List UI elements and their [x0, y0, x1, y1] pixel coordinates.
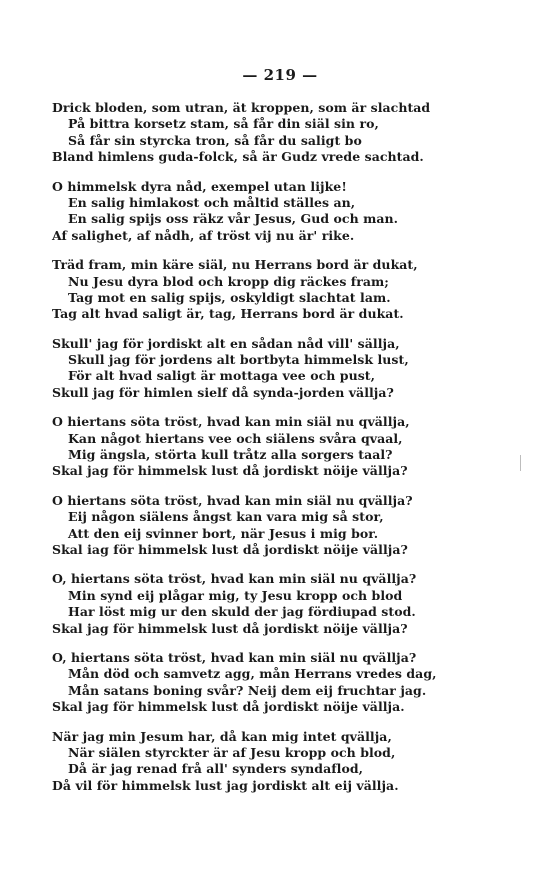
- poem-line: Tag alt hvad saligt är, tag, Herrans bord är dukat.: [52, 306, 404, 322]
- stanza-3: [52, 257, 492, 323]
- poem-line: Skull' jag för jordiskt alt en sådan nåd vill' sällja,: [52, 335, 400, 351]
- poem-line: Bland himlens guda-folck, så är Gudz vrede sachtad.: [52, 149, 424, 165]
- poem-line: Då är jag renad frå all' synders syndaflod,: [68, 761, 364, 777]
- poem-line: Skull jag för himlen sielf då synda-jorden vällja?: [52, 384, 394, 400]
- poem-line: Då vil för himmelsk lust jag jordiskt alt eij vällja.: [52, 777, 399, 793]
- stanza-8: [52, 650, 492, 716]
- poem-line: Så får sin styrcka tron, så får du saligt bo: [68, 132, 362, 148]
- poem-line: Mån död och samvetz agg, mån Herrans vredes dag,: [68, 666, 437, 682]
- stanza-9: [52, 729, 492, 795]
- poem-line: Skal jag för himmelsk lust då jordiskt nöije vällja?: [52, 620, 408, 636]
- stanza-1: [52, 100, 492, 166]
- poem-line: Skal jag för himmelsk lust då jordiskt nöije vällja.: [52, 699, 405, 715]
- stanza-7: [52, 571, 492, 637]
- poem-line: Mig ängsla, störta kull tråtz alla sorgers taal?: [68, 447, 393, 463]
- poem-line: En salig spijs oss räkz vår Jesus, Gud och man.: [68, 211, 399, 227]
- stanza-4: [52, 336, 492, 402]
- poem-line: O himmelsk dyra nåd, exempel utan lijke!: [52, 178, 347, 194]
- poem-line: Drick bloden, som utran, ät kroppen, som är slachtad: [52, 100, 431, 115]
- poem-line: O, hiertans söta tröst, hvad kan min siäl nu qvällja?: [52, 649, 417, 665]
- poem-line: Skull jag för jordens alt bortbyta himmelsk lust,: [68, 352, 409, 368]
- poem-line: När siälen styrckter är af Jesu kropp och blod,: [68, 744, 396, 760]
- poem-line: Mån satans boning svår? Neij dem eij fruchtar jag.: [68, 682, 427, 698]
- poem-line: Att den eij svinner bort, när Jesus i mig bor.: [68, 525, 379, 541]
- poem-line: Eij någon siälens ångst kan vara mig så stor,: [68, 509, 384, 525]
- poem-line: Min synd eij plågar mig, ty Jesu kropp och blod: [68, 587, 403, 603]
- poem-line: O, hiertans söta tröst, hvad kan min siäl nu qvällja?: [52, 571, 417, 587]
- poem-line: Skal iag för himmelsk lust då jordiskt nöije vällja?: [52, 541, 408, 557]
- poem-line: På bittra korsetz stam, så får din siäl sin ro,: [68, 116, 379, 132]
- poem-line: Af salighet, af nådh, af tröst vij nu är' rike.: [52, 227, 355, 243]
- poem-line: Tag mot en salig spijs, oskyldigt slachtat lam.: [68, 289, 391, 305]
- poem-line: För alt hvad saligt är mottaga vee och pust,: [68, 368, 376, 384]
- stanza-2: [52, 179, 492, 245]
- poem-line: O hiertans söta tröst, hvad kan min siäl nu qvällja?: [52, 492, 413, 508]
- poem-line: Kan något hiertans vee och siälens svåra qvaal,: [68, 430, 403, 446]
- poem-line: Nu Jesu dyra blod och kropp dig räckes fram;: [68, 273, 389, 289]
- page-number: — 219 —: [242, 66, 318, 84]
- margin-mark: [520, 455, 521, 471]
- poem-line: En salig himlakost och måltid ställes an,: [68, 194, 356, 210]
- stanza-6: [52, 493, 492, 559]
- poem-line: Har löst mig ur den skuld der jag fördiupad stod.: [68, 604, 416, 620]
- poem-line: Träd fram, min käre siäl, nu Herrans bord är dukat,: [52, 257, 418, 273]
- poem-line: Skal jag för himmelsk lust då jordiskt nöije vällja?: [52, 463, 408, 479]
- poem-line: När jag min Jesum har, då kan mig intet qvällja,: [52, 728, 392, 744]
- stanza-5: [52, 414, 492, 480]
- poem-text: [52, 100, 492, 807]
- poem-line: O hiertans söta tröst, hvad kan min siäl nu qvällja,: [52, 414, 410, 430]
